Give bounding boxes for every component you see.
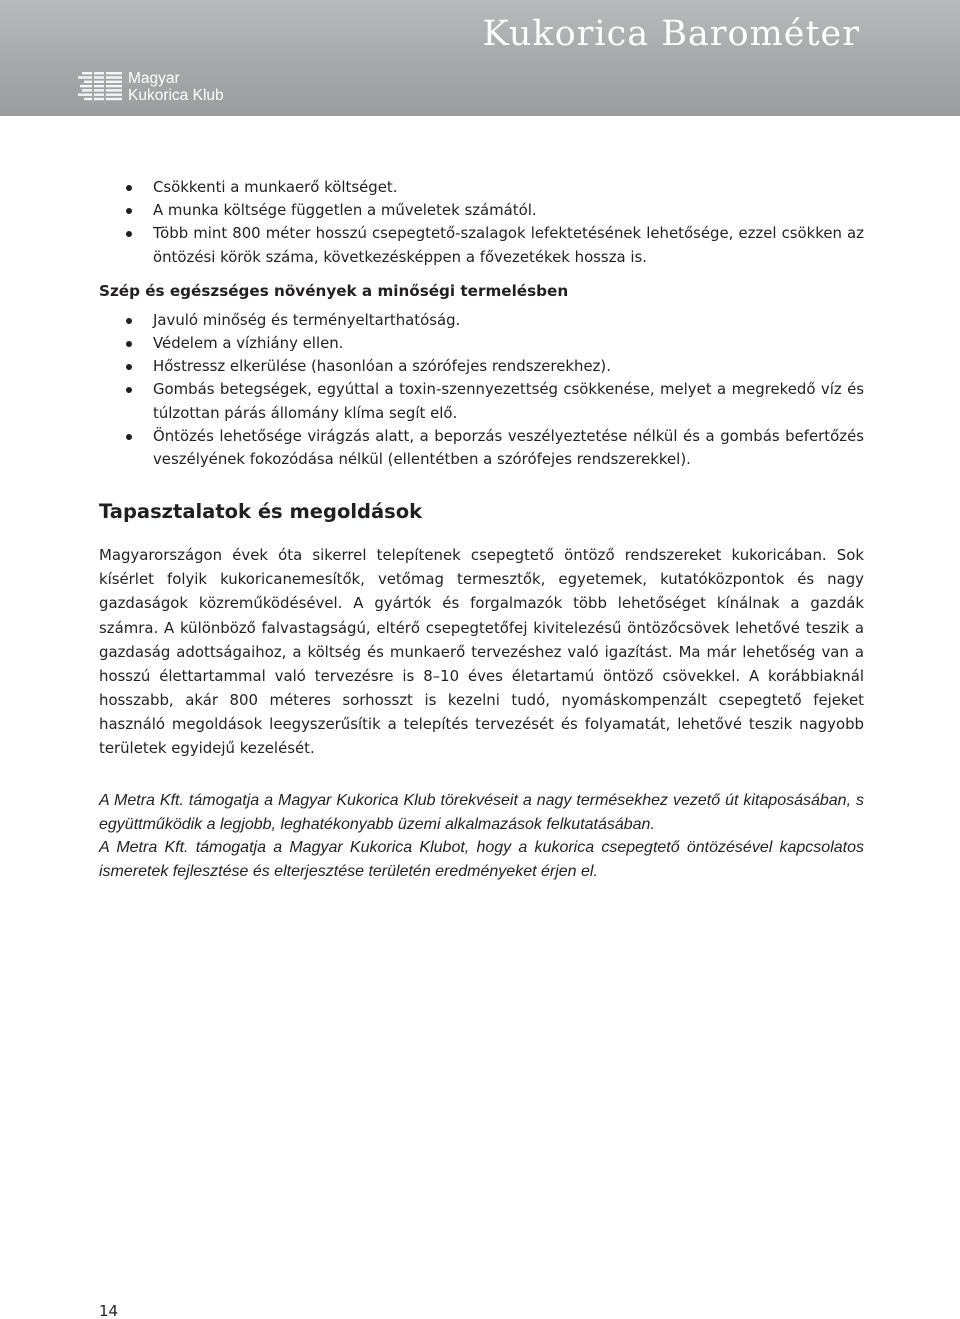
list-item: Több mint 800 méter hosszú csepegtető-szalagok lefektetésének lehetősége, ezzel csökken az öntözési körök száma, következésképpen a fővezetékek hossza is. [99,222,864,268]
logo-line-2: Kukorica Klub [128,87,224,104]
list-item: Hőstressz elkerülése (hasonlóan a szórófejes rendszerekhez). [99,355,864,378]
list-item: A munka költsége független a műveletek számától. [99,199,864,222]
logo-line-1: Magyar [128,70,180,87]
section-heading-experience: Tapasztalatok és megoldások [99,500,423,524]
plants-list [99,309,864,471]
section-heading-plants: Szép és egészséges növények a minőségi termelésben [99,281,569,300]
logo-text [128,70,224,104]
list-item: Gombás betegségek, egyúttal a toxin-szennyezettség csökkenése, melyet a megrekedő víz és túlzottan párás állomány klíma segít elő. [99,378,864,424]
page-number: 14 [99,1302,119,1319]
sponsor-note: A Metra Kft. támogatja a Magyar Kukorica Klubot, hogy a kukorica csepegtető öntözésével kapcsolatos ismeretek fejlesztése és elterjesztése területén eredményeket érjen el. [99,839,864,880]
sponsor-note: A Metra Kft. támogatja a Magyar Kukorica Klub törekvéseit a nagy termésekhez vezető út kitaposásában, s együttműködik a legjobb, leghatékonyabb üzemi alkalmazások felkutatásában. [99,792,864,833]
page-header [0,0,960,116]
benefits-list [99,176,864,269]
list-item: Védelem a vízhiány ellen. [99,332,864,355]
main-content [99,176,864,883]
list-item: Csökkenti a munkaerő költséget. [99,176,864,199]
striped-bars-logo-icon [78,72,122,104]
experience-paragraph: Magyarországon évek óta sikerrel telepítenek csepegtető öntöző rendszereket kukoricában. Sok kísérlet folyik kukoricanemesítők, vetőmag termesztők, egyetemek, kutatóközpontok és nagy gazdaságok közreműködésével. A gyártók és forgalmazók több lehetőséget kínálnak a gazdák számra. A különböző falvastagságú, eltérő csepegtetőfej kivitelezésű öntözőcsövek lehetővé teszik a gazdaság adottságaihoz, a költség és munkaerő tervezéshez való igazítást. Ma már lehetőség van a hosszú élettartammal való tervezésre is 8–10 éves életartamú öntöző csövekkel. A korábbiaknál hosszabb, akár 800 méteres sorhosszt is kezelni tudó, nyomáskompenzált csepegtető fejeket használó megoldások leegyszerűsítik a telepítés tervezését és folyamatát, lehetővé teszik nagyobb területek egyidejű kezelését. [99,546,864,757]
list-item: Öntözés lehetősége virágzás alatt, a beporzás veszélyeztetése nélkül és a gombás befertőzés veszélyének fokozódása nélkül (ellentétben a szórófejes rendszerekkel). [99,425,864,471]
header-title: Kukorica Barométer [482,14,860,54]
list-item: Javuló minőség és terményeltarthatóság. [99,309,864,332]
